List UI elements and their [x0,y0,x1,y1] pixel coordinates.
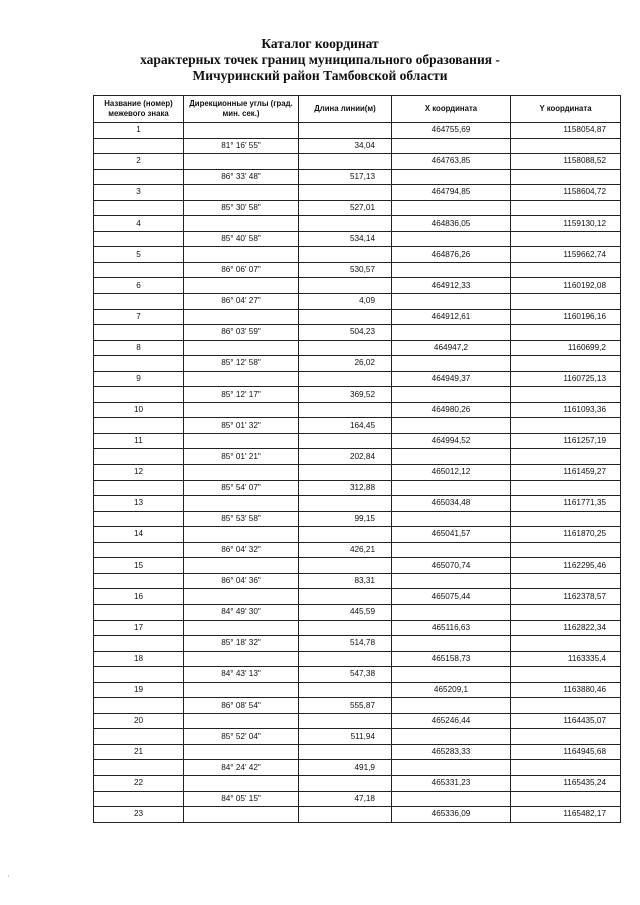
line-length: 547,38 [299,667,392,683]
line-length: 312,88 [299,480,392,496]
x-coordinate: 464980,26 [392,402,511,418]
angle-cell-empty [184,278,299,294]
x-cell-empty [392,791,511,807]
angle-cell-empty [184,185,299,201]
point-cell-empty [94,449,184,465]
direction-angle: 85° 53' 58" [184,511,299,527]
angle-cell-empty [184,713,299,729]
length-cell-empty [299,371,392,387]
point-row [94,154,621,170]
point-row [94,216,621,232]
angle-cell-empty [184,465,299,481]
angle-cell-empty [184,247,299,263]
y-coordinate: 1160725,13 [511,371,621,387]
segment-row [94,760,621,776]
point-row [94,589,621,605]
angle-cell-empty [184,775,299,791]
x-coordinate: 464755,69 [392,123,511,139]
segment-row [94,325,621,341]
y-coordinate: 1159130,12 [511,216,621,232]
length-cell-empty [299,527,392,543]
point-row [94,247,621,263]
point-number: 20 [94,713,184,729]
length-cell-empty [299,744,392,760]
point-number: 14 [94,527,184,543]
direction-angle: 85° 52' 04" [184,729,299,745]
line-length: 445,59 [299,604,392,620]
x-coordinate: 464912,33 [392,278,511,294]
point-cell-empty [94,667,184,683]
point-number: 15 [94,558,184,574]
x-cell-empty [392,418,511,434]
direction-angle: 84° 43' 13" [184,667,299,683]
point-row [94,123,621,139]
direction-angle: 86° 03' 59" [184,325,299,341]
segment-row [94,729,621,745]
y-coordinate: 1165482,17 [511,807,621,823]
y-cell-empty [511,294,621,310]
x-coordinate: 465041,57 [392,527,511,543]
point-row [94,527,621,543]
point-row [94,278,621,294]
segment-row [94,573,621,589]
angle-cell-empty [184,527,299,543]
point-number: 2 [94,154,184,170]
segment-row [94,449,621,465]
y-coordinate: 1158054,87 [511,123,621,139]
point-row [94,713,621,729]
y-cell-empty [511,418,621,434]
line-length: 527,01 [299,200,392,216]
length-cell-empty [299,185,392,201]
line-length: 514,78 [299,636,392,652]
x-coordinate: 464949,37 [392,371,511,387]
point-number: 23 [94,807,184,823]
direction-angle: 84° 24' 42" [184,760,299,776]
x-cell-empty [392,138,511,154]
line-length: 34,04 [299,138,392,154]
angle-cell-empty [184,744,299,760]
y-cell-empty [511,698,621,714]
y-coordinate: 1160192,08 [511,278,621,294]
segment-row [94,667,621,683]
y-coordinate: 1160699,2 [511,340,621,356]
length-cell-empty [299,154,392,170]
x-coordinate: 464836,05 [392,216,511,232]
line-length: 530,57 [299,262,392,278]
line-length: 517,13 [299,169,392,185]
point-cell-empty [94,480,184,496]
x-cell-empty [392,325,511,341]
length-cell-empty [299,682,392,698]
direction-angle: 85° 18' 32" [184,636,299,652]
point-row [94,651,621,667]
header-point: Название (номер) межевого знака [94,96,184,123]
x-cell-empty [392,573,511,589]
line-length: 555,87 [299,698,392,714]
point-cell-empty [94,262,184,278]
line-length: 504,23 [299,325,392,341]
point-row [94,465,621,481]
segment-row [94,480,621,496]
point-cell-empty [94,231,184,247]
angle-cell-empty [184,620,299,636]
x-coordinate: 465283,33 [392,744,511,760]
x-coordinate: 464912,61 [392,309,511,325]
length-cell-empty [299,247,392,263]
y-cell-empty [511,760,621,776]
scan-mark: ' [8,876,10,882]
segment-row [94,262,621,278]
point-cell-empty [94,729,184,745]
length-cell-empty [299,402,392,418]
x-cell-empty [392,262,511,278]
length-cell-empty [299,433,392,449]
point-row [94,309,621,325]
length-cell-empty [299,713,392,729]
direction-angle: 85° 54' 07" [184,480,299,496]
y-coordinate: 1163880,46 [511,682,621,698]
point-row [94,340,621,356]
title-line-1: Каталог координат [261,36,379,51]
x-cell-empty [392,698,511,714]
point-number: 19 [94,682,184,698]
x-cell-empty [392,169,511,185]
x-coordinate: 465012,12 [392,465,511,481]
x-cell-empty [392,387,511,403]
y-coordinate: 1161459,27 [511,465,621,481]
y-coordinate: 1158604,72 [511,185,621,201]
y-coordinate: 1159662,74 [511,247,621,263]
point-number: 11 [94,433,184,449]
y-cell-empty [511,138,621,154]
point-number: 3 [94,185,184,201]
y-coordinate: 1162295,46 [511,558,621,574]
point-cell-empty [94,698,184,714]
point-number: 1 [94,123,184,139]
coordinates-table [93,95,621,823]
y-coordinate: 1161093,36 [511,402,621,418]
segment-row [94,418,621,434]
direction-angle: 85° 12' 58" [184,356,299,372]
x-coordinate: 465070,74 [392,558,511,574]
angle-cell-empty [184,216,299,232]
point-row [94,775,621,791]
point-number: 4 [94,216,184,232]
x-cell-empty [392,667,511,683]
point-number: 10 [94,402,184,418]
point-number: 6 [94,278,184,294]
x-coordinate: 465209,1 [392,682,511,698]
x-coordinate: 464763,85 [392,154,511,170]
y-coordinate: 1162822,34 [511,620,621,636]
direction-angle: 85° 30' 58" [184,200,299,216]
point-cell-empty [94,356,184,372]
segment-row [94,169,621,185]
angle-cell-empty [184,123,299,139]
point-row [94,402,621,418]
x-cell-empty [392,511,511,527]
x-cell-empty [392,636,511,652]
y-coordinate: 1161771,35 [511,496,621,512]
direction-angle: 86° 06' 07" [184,262,299,278]
point-cell-empty [94,760,184,776]
angle-cell-empty [184,433,299,449]
segment-row [94,294,621,310]
direction-angle: 85° 01' 32" [184,418,299,434]
x-cell-empty [392,356,511,372]
length-cell-empty [299,216,392,232]
line-length: 99,15 [299,511,392,527]
line-length: 491,9 [299,760,392,776]
y-cell-empty [511,325,621,341]
y-cell-empty [511,356,621,372]
line-length: 83,31 [299,573,392,589]
angle-cell-empty [184,371,299,387]
y-cell-empty [511,387,621,403]
length-cell-empty [299,278,392,294]
point-number: 8 [94,340,184,356]
title-line-2: характерных точек границ муниципального образования - [140,52,500,67]
y-coordinate: 1164435,07 [511,713,621,729]
x-cell-empty [392,200,511,216]
angle-cell-empty [184,558,299,574]
direction-angle: 86° 04' 36" [184,573,299,589]
x-coordinate: 465116,63 [392,620,511,636]
point-number: 9 [94,371,184,387]
y-cell-empty [511,169,621,185]
point-row [94,496,621,512]
point-cell-empty [94,573,184,589]
x-cell-empty [392,294,511,310]
segment-row [94,636,621,652]
x-cell-empty [392,760,511,776]
point-cell-empty [94,325,184,341]
segment-row [94,698,621,714]
table-body [94,123,621,823]
segment-row [94,200,621,216]
point-cell-empty [94,604,184,620]
x-coordinate: 465158,73 [392,651,511,667]
x-coordinate: 464876,26 [392,247,511,263]
header-length: Длина линии(м) [299,96,392,123]
y-coordinate: 1162378,57 [511,589,621,605]
segment-row [94,604,621,620]
line-length: 202,84 [299,449,392,465]
point-number: 18 [94,651,184,667]
segment-row [94,791,621,807]
x-coordinate: 464994,52 [392,433,511,449]
x-cell-empty [392,449,511,465]
angle-cell-empty [184,402,299,418]
x-cell-empty [392,542,511,558]
segment-row [94,138,621,154]
segment-row [94,356,621,372]
header-angle: Дирекционные углы (град. мин. сек.) [184,96,299,123]
point-number: 7 [94,309,184,325]
y-cell-empty [511,636,621,652]
angle-cell-empty [184,682,299,698]
y-cell-empty [511,511,621,527]
direction-angle: 85° 12' 17" [184,387,299,403]
x-coordinate: 465331,23 [392,775,511,791]
point-number: 22 [94,775,184,791]
point-number: 5 [94,247,184,263]
y-coordinate: 1163335,4 [511,651,621,667]
angle-cell-empty [184,309,299,325]
line-length: 534,14 [299,231,392,247]
y-cell-empty [511,480,621,496]
point-cell-empty [94,294,184,310]
direction-angle: 85° 40' 58" [184,231,299,247]
line-length: 511,94 [299,729,392,745]
title-line-3: Мичуринский район Тамбовской области [192,68,448,83]
point-row [94,744,621,760]
point-cell-empty [94,138,184,154]
point-cell-empty [94,636,184,652]
segment-row [94,542,621,558]
point-row [94,433,621,449]
header-x: X координата [392,96,511,123]
length-cell-empty [299,496,392,512]
point-row [94,807,621,823]
direction-angle: 81° 16' 55" [184,138,299,154]
angle-cell-empty [184,589,299,605]
direction-angle: 84° 05' 15" [184,791,299,807]
line-length: 164,45 [299,418,392,434]
point-row [94,371,621,387]
length-cell-empty [299,651,392,667]
x-coordinate: 464947,2 [392,340,511,356]
segment-row [94,387,621,403]
x-coordinate: 465246,44 [392,713,511,729]
y-cell-empty [511,542,621,558]
point-cell-empty [94,200,184,216]
y-cell-empty [511,667,621,683]
x-cell-empty [392,729,511,745]
segment-row [94,511,621,527]
x-coordinate: 465336,09 [392,807,511,823]
segment-row [94,231,621,247]
point-row [94,682,621,698]
x-cell-empty [392,231,511,247]
length-cell-empty [299,589,392,605]
y-coordinate: 1160196,16 [511,309,621,325]
x-coordinate: 464794,85 [392,185,511,201]
angle-cell-empty [184,340,299,356]
point-cell-empty [94,169,184,185]
x-coordinate: 465075,44 [392,589,511,605]
point-number: 12 [94,465,184,481]
point-cell-empty [94,387,184,403]
point-cell-empty [94,511,184,527]
point-row [94,620,621,636]
point-row [94,558,621,574]
point-cell-empty [94,418,184,434]
direction-angle: 86° 33' 48" [184,169,299,185]
y-cell-empty [511,604,621,620]
length-cell-empty [299,620,392,636]
length-cell-empty [299,123,392,139]
angle-cell-empty [184,496,299,512]
y-coordinate: 1161870,25 [511,527,621,543]
y-cell-empty [511,231,621,247]
direction-angle: 85° 01' 21" [184,449,299,465]
length-cell-empty [299,465,392,481]
point-cell-empty [94,542,184,558]
length-cell-empty [299,309,392,325]
length-cell-empty [299,807,392,823]
x-coordinate: 465034,48 [392,496,511,512]
line-length: 47,18 [299,791,392,807]
line-length: 26,02 [299,356,392,372]
y-cell-empty [511,729,621,745]
x-cell-empty [392,480,511,496]
point-number: 13 [94,496,184,512]
direction-angle: 86° 04' 32" [184,542,299,558]
length-cell-empty [299,340,392,356]
table-header-row [94,96,621,123]
point-row [94,185,621,201]
direction-angle: 86° 04' 27" [184,294,299,310]
angle-cell-empty [184,154,299,170]
y-cell-empty [511,573,621,589]
y-cell-empty [511,449,621,465]
header-y: Y координата [511,96,621,123]
y-coordinate: 1165435,24 [511,775,621,791]
point-cell-empty [94,791,184,807]
length-cell-empty [299,775,392,791]
angle-cell-empty [184,651,299,667]
point-number: 16 [94,589,184,605]
y-cell-empty [511,262,621,278]
length-cell-empty [299,558,392,574]
y-cell-empty [511,791,621,807]
direction-angle: 84° 49' 30" [184,604,299,620]
point-number: 17 [94,620,184,636]
y-coordinate: 1164945,68 [511,744,621,760]
y-coordinate: 1158088,52 [511,154,621,170]
point-number: 21 [94,744,184,760]
catalog-title [0,36,640,84]
y-coordinate: 1161257,19 [511,433,621,449]
line-length: 426,21 [299,542,392,558]
line-length: 369,52 [299,387,392,403]
x-cell-empty [392,604,511,620]
line-length: 4,09 [299,294,392,310]
angle-cell-empty [184,807,299,823]
direction-angle: 86° 08' 54" [184,698,299,714]
y-cell-empty [511,200,621,216]
